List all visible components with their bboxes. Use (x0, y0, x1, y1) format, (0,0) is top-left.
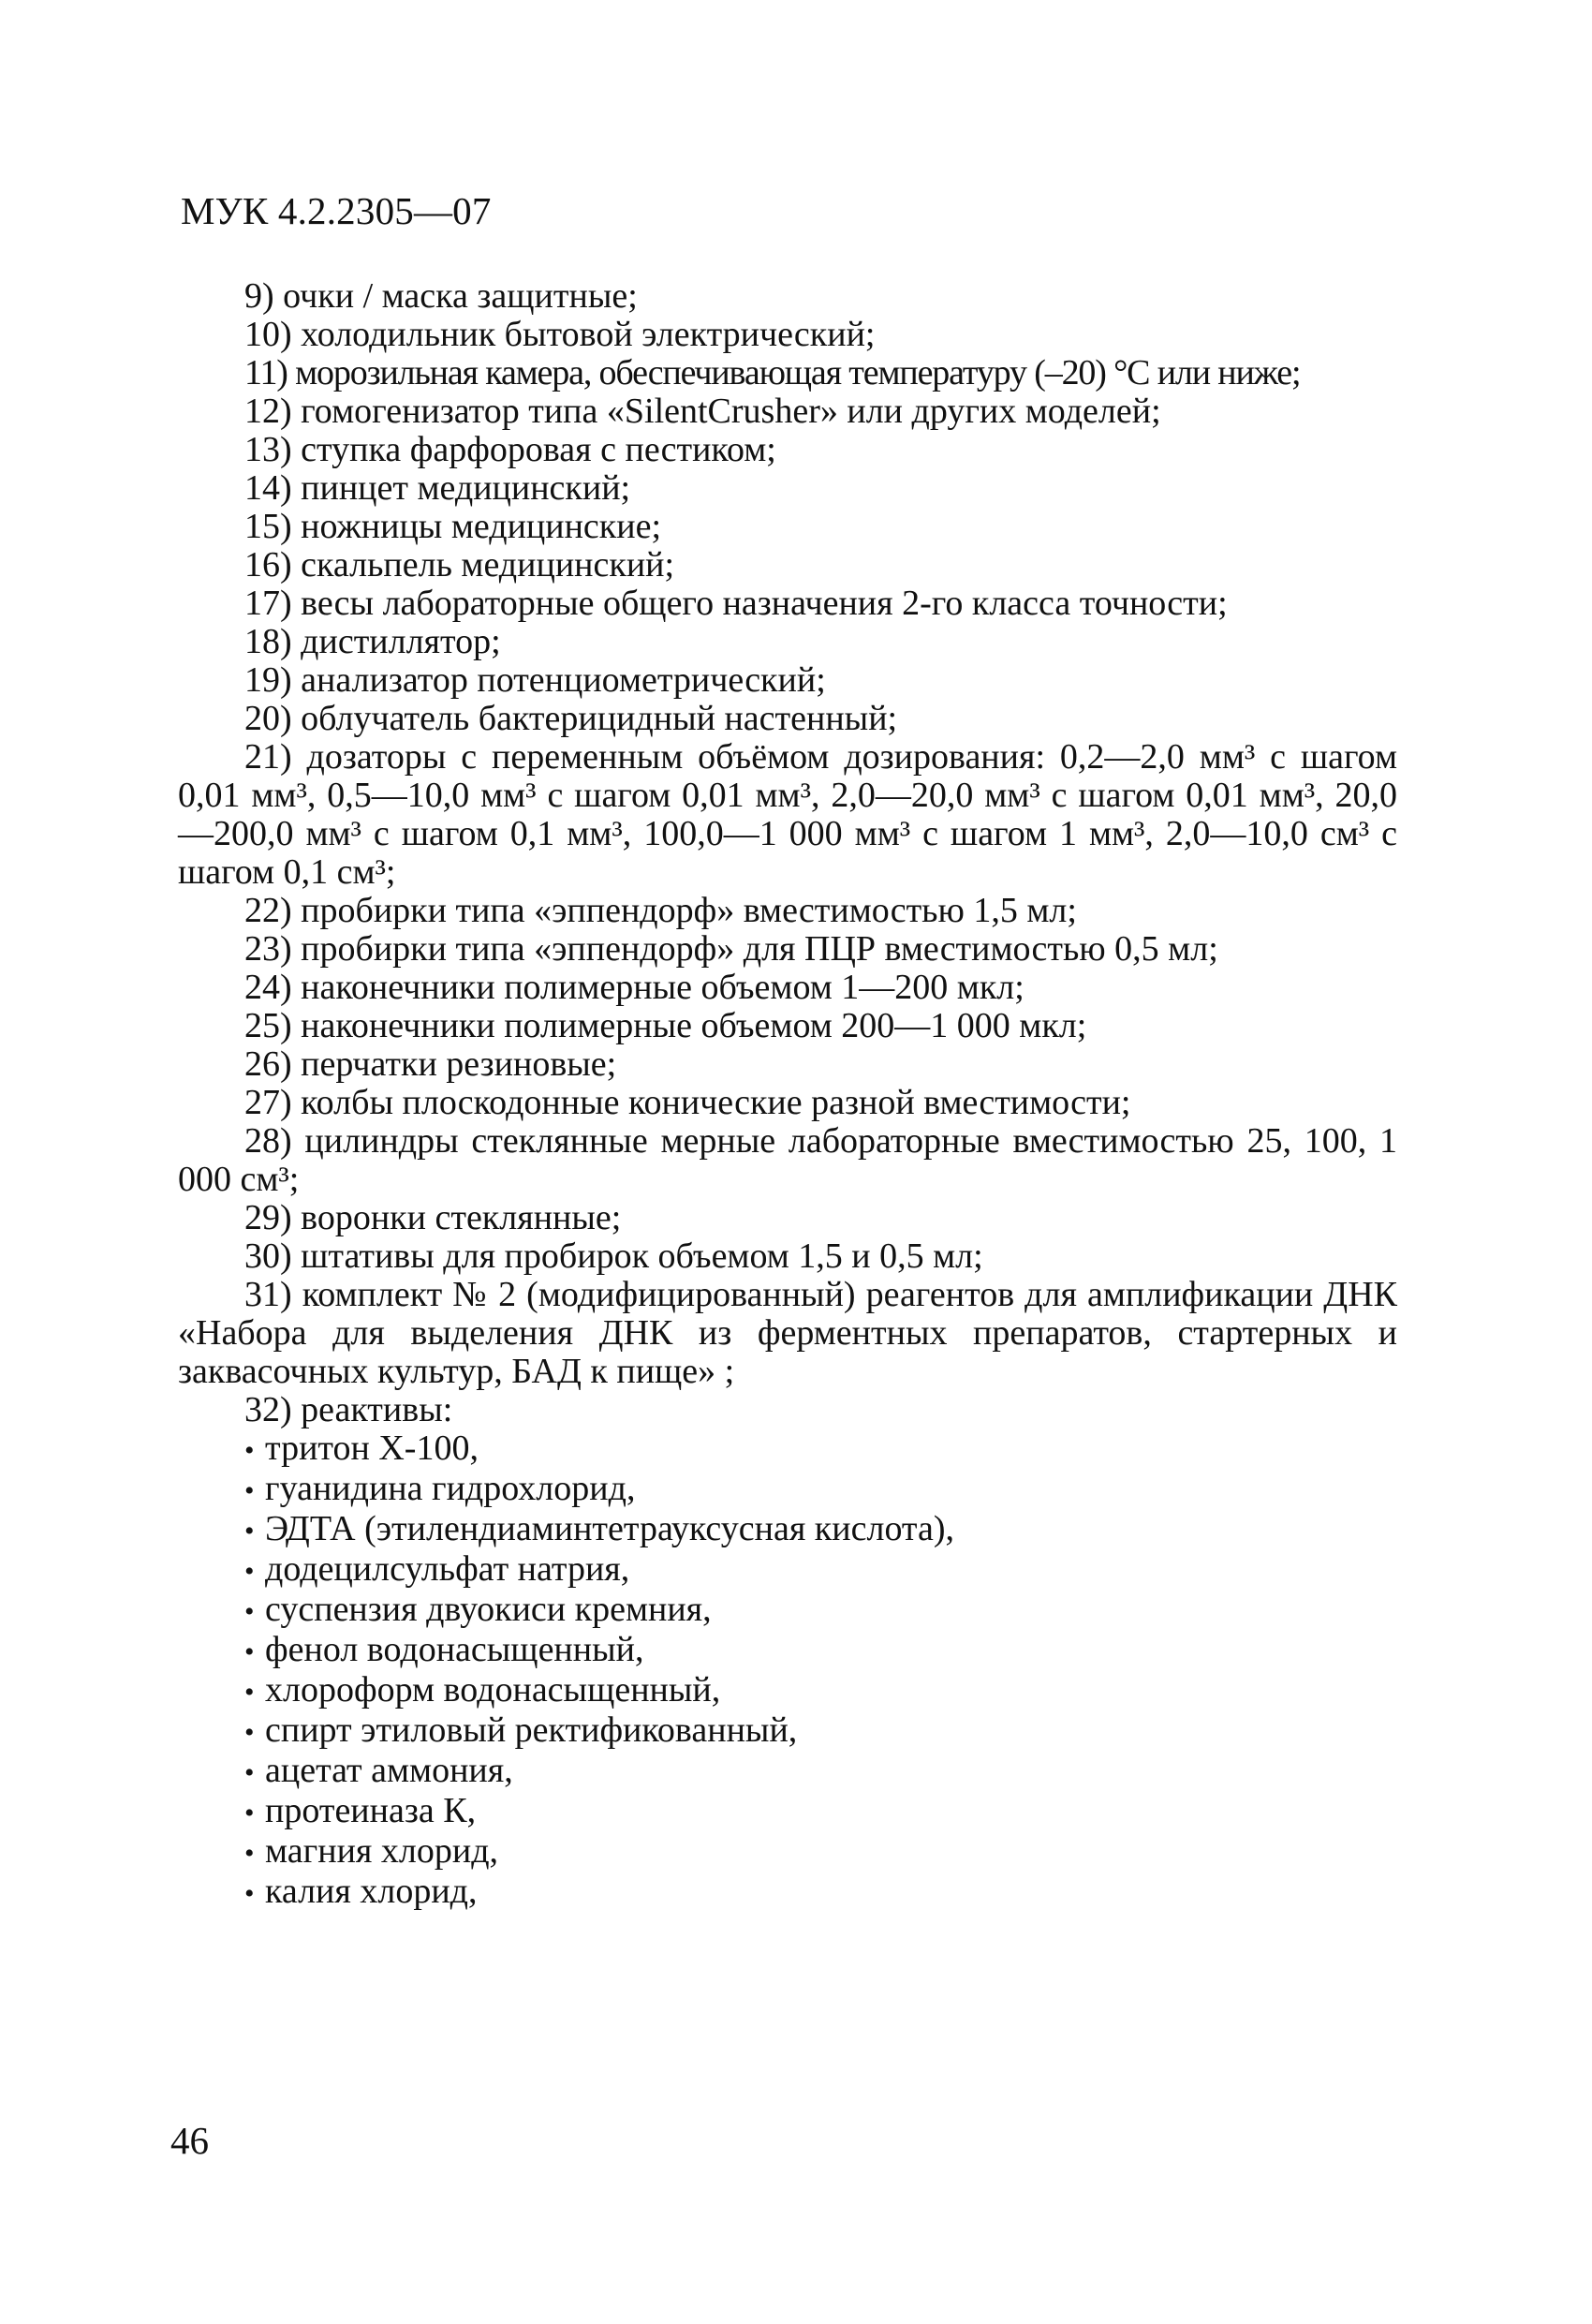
bullet-icon: • (244, 1798, 255, 1828)
reagent-name: магния хлорид, (265, 1831, 499, 1871)
reagent-item (178, 1711, 1397, 1752)
list-item: 23) пробирки типа «эппендорф» для ПЦР вместимостью 0,5 мл; (244, 929, 1218, 969)
list-item: 28) цилиндры стеклянные мерные лабораторные вместимостью 25, 100, 1 000 см³; (178, 1121, 1397, 1199)
list-item: 17) весы лабораторные общего назначения 2-го класса точности; (244, 584, 1228, 623)
reagent-name: спирт этиловый ректификованный, (265, 1710, 798, 1750)
bullet-icon: • (244, 1596, 255, 1627)
reagent-name: гуанидина гидрохлорид, (265, 1469, 636, 1508)
list-item: 25) наконечники полимерные объемом 200—1 000 мкл; (244, 1006, 1087, 1045)
reagent-item (178, 1591, 1397, 1631)
reagent-item (178, 1873, 1397, 1913)
equipment-list (178, 277, 1397, 1913)
list-item: 30) штативы для пробирок объемом 1,5 и 0,5 мл; (244, 1236, 983, 1276)
reagent-item (178, 1832, 1397, 1873)
reagent-item (178, 1671, 1397, 1711)
list-item: 12) гомогенизатор типа «SilentCrusher» или других моделей; (244, 392, 1161, 431)
bullet-icon: • (244, 1636, 255, 1667)
list-item: 10) холодильник бытовой электрический; (244, 315, 876, 354)
reagent-list (178, 1429, 1397, 1913)
list-item: 15) ножницы медицинские; (244, 507, 662, 546)
bullet-icon: • (244, 1878, 255, 1909)
list-item: 19) анализатор потенциометрический; (244, 660, 826, 700)
list-item: 29) воронки стеклянные; (244, 1198, 622, 1237)
reagent-item (178, 1752, 1397, 1792)
reagent-name: суспензия двуокиси кремния, (265, 1590, 712, 1629)
list-item: 13) ступка фарфоровая с пестиком; (244, 430, 776, 469)
list-item: 32) реактивы: (244, 1390, 453, 1429)
list-item: 31) комплект № 2 (модифицированный) реагентов для амплификации ДНК «Набора для выделения ДНК из ферментных препаратов, стартерных и заквасочных культур, БАД к пище» ; (178, 1275, 1397, 1391)
list-item: 16) скальпель медицинский; (244, 545, 675, 585)
reagent-name: хлороформ водонасыщенный, (265, 1670, 721, 1710)
bullet-icon: • (244, 1757, 255, 1788)
reagent-item (178, 1550, 1397, 1591)
document-header: МУК 4.2.2305—07 (181, 189, 492, 232)
list-item: 24) наконечники полимерные объемом 1—200 мкл; (244, 968, 1024, 1007)
reagent-item (178, 1470, 1397, 1510)
list-item: 21) дозаторы с переменным объёмом дозирования: 0,2—2,0 мм³ с шагом 0,01 мм³, 0,5—10,0 мм³ с шагом 0,01 мм³, 2,0—20,0 мм³ с шагом 0,01 мм³, 20,0—200,0 мм³ с шагом 0,1 мм³, 100,0—1 000 мм³ с шагом 1 мм³, 2,0—10,0 см³ с шагом 0,1 см³; (178, 737, 1397, 892)
list-item: 22) пробирки типа «эппендорф» вместимостью 1,5 мл; (244, 891, 1077, 930)
reagent-name: ацетат аммония, (265, 1751, 513, 1790)
reagent-name: тритон Х-100, (265, 1428, 479, 1468)
bullet-icon: • (244, 1516, 255, 1547)
reagent-item (178, 1429, 1397, 1470)
bullet-icon: • (244, 1677, 255, 1708)
list-item: 18) дистиллятор; (244, 622, 501, 661)
reagent-item (178, 1792, 1397, 1832)
reagent-item (178, 1510, 1397, 1550)
page-number: 46 (170, 2119, 209, 2162)
reagent-name: калия хлорид, (265, 1872, 478, 1911)
list-item: 14) пинцет медицинский; (244, 468, 631, 508)
list-item: 27) колбы плоскодонные конические разной вместимости; (244, 1083, 1131, 1122)
bullet-icon: • (244, 1435, 255, 1466)
reagent-name: фенол водонасыщенный, (265, 1630, 644, 1669)
bullet-icon: • (244, 1717, 255, 1748)
bullet-icon: • (244, 1475, 255, 1506)
bullet-icon: • (244, 1556, 255, 1587)
reagent-name: додецилсульфат натрия, (265, 1549, 630, 1589)
bullet-icon: • (244, 1838, 255, 1869)
reagent-name: протеиназа К, (265, 1791, 477, 1830)
list-item: 9) очки / маска защитные; (244, 276, 638, 316)
reagent-item (178, 1631, 1397, 1671)
reagent-name: ЭДТА (этилендиаминтетрауксусная кислота), (265, 1509, 955, 1548)
list-item: 26) перчатки резиновые; (244, 1044, 617, 1084)
list-item: 20) облучатель бактерицидный настенный; (244, 699, 898, 738)
list-item: 11) морозильная камера, обеспечивающая температуру (–20) °С или ниже; (244, 353, 1301, 392)
